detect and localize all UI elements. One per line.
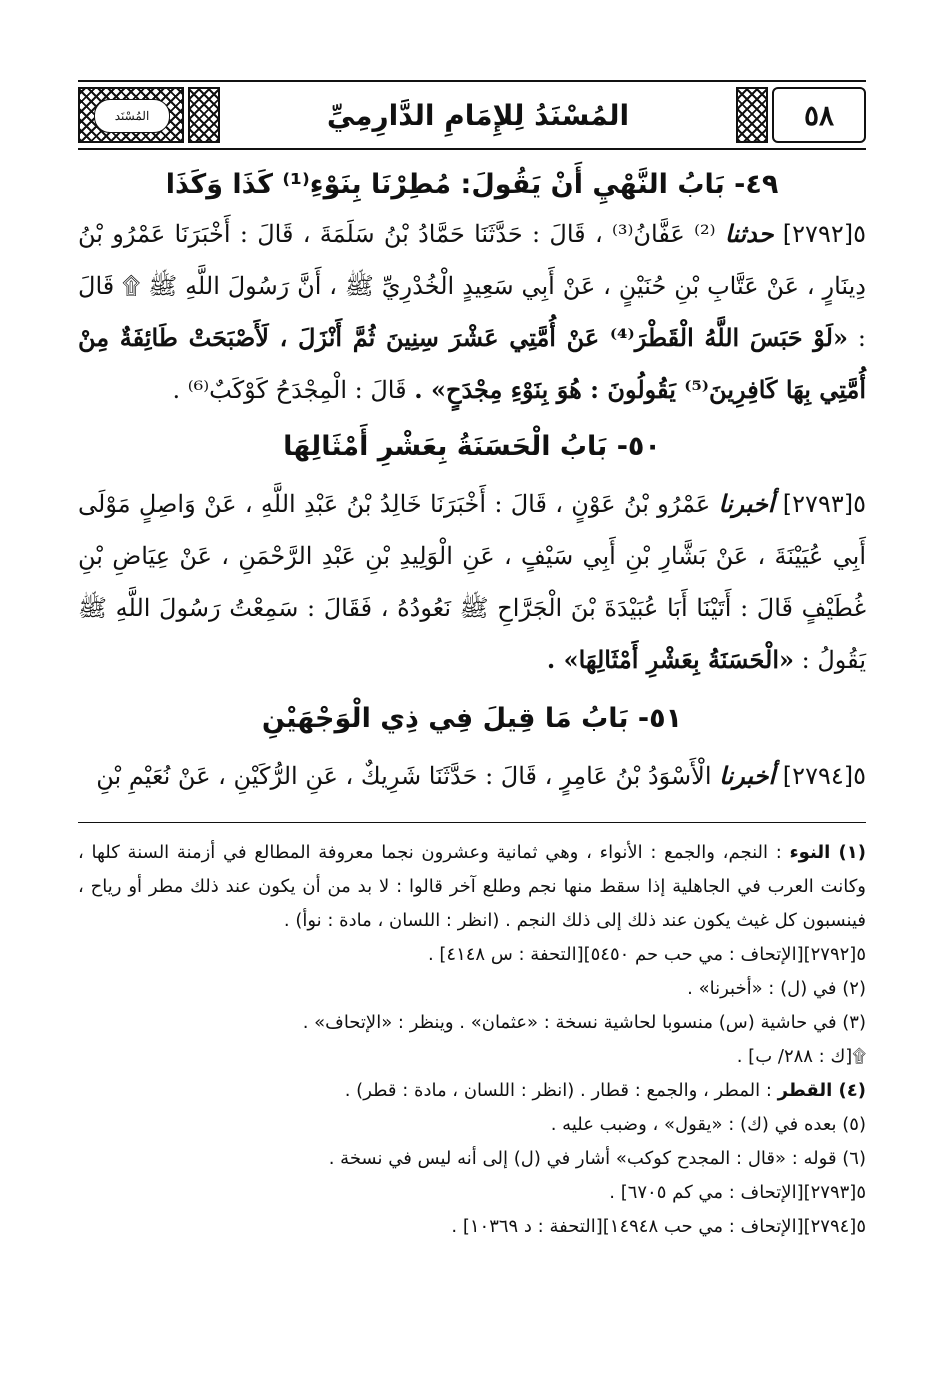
chain-word: أخبرنا: [719, 761, 776, 790]
chain-word: أخبرنا: [718, 489, 775, 518]
footnote-divider: [78, 822, 866, 823]
title-seal: المُسْنَد: [94, 99, 170, 133]
footnote-3: (٣) في حاشية (س) منسوبا لحاشية نسخة : «عثمان» . وينظر : «الإتحاف» .: [302, 1012, 866, 1033]
hadith-number: ٥[٢٧٩٢]: [782, 220, 866, 248]
header-ornament-left: [78, 87, 224, 143]
hadith-comment: قَالَ : الْمِجْدَحُ كَوْكَبٌ⁽⁶⁾ .: [172, 376, 407, 404]
ornament-panel: [78, 87, 184, 143]
header-ornament-right: [732, 87, 866, 143]
hadith-matn: «لَوْ حَبَسَ اللَّهُ الْقَطْرَ⁽⁴⁾ عَنْ أُمَّتِي عَشْرَ سِنِينَ ثُمَّ أَنْزَلَ ، لَأَصْبَحَتْ طَائِفَةٌ مِنْ أُمَّتِي بِهَا كَافِرِينَ⁽⁵⁾ يَقُولُونَ : هُوَ بِنَوْءِ مِجْدَحٍ» .: [78, 323, 866, 404]
page-number: ٥٨: [772, 87, 866, 143]
chapter-heading: ٤٩- بَابُ النَّهْيِ أَنْ يَقُولَ: مُطِرْنَا بِنَوْءِ⁽¹⁾ كَذَا وَكَذَا: [165, 169, 779, 200]
footnote-2: (٢) في (ل) : «أخبرنا» .: [687, 978, 866, 999]
chain-word: حدثنا: [724, 219, 774, 248]
hadith-number: ٥[٢٧٩٣]: [782, 490, 866, 518]
footnote-text: : المطر ، والجمع : قطار . (انظر : اللسان ، مادة : قطر) .: [344, 1080, 772, 1101]
ornament-panel: [188, 87, 220, 143]
reference-2792: ٥[٢٧٩٢][الإتحاف : مي حب حم ٥٤٥٠][التحفة : س ٤١٤٨] .: [427, 944, 866, 965]
running-title: المُسْنَدُ لِلإِمَامِ الدَّارِمِيِّ: [326, 98, 630, 132]
footnote-4: [78, 1074, 866, 1108]
hadith-number: ٥[٢٧٩٤]: [782, 762, 866, 790]
footnote-text: : النجم، والجمع : الأنواء ، وهي ثمانية وعشرون نجما معروفة المطالع في أزمنة السنة كلها ، وكانت العرب في الجاهلية إذا سقط منها نجم وطلع آخر قالوا : لا بد من أن يكون عند ذلك مطر أو رياح ، فينسبون كل غيث يكون عند ذلك إلى ذلك النجم . (انظر : اللسان ، مادة : نوأ) .: [78, 842, 866, 931]
main-text: [78, 162, 866, 802]
reference-2793: ٥[٢٧٩٣][الإتحاف : مي كم ٦٧٠٥] .: [609, 1182, 866, 1203]
chapter-heading: ٥٠- بَابُ الْحَسَنَةُ بِعَشْرِ أَمْثَالِهَا: [283, 431, 661, 462]
hadith-2793: [78, 478, 866, 686]
footnote-term: (٤) القطر: [777, 1080, 866, 1101]
footnotes: [78, 836, 866, 1244]
hadith-isnad: عَمْرُو بْنُ عَوْنٍ ، قَالَ : أَخْبَرَنَا خَالِدُ بْنُ عَبْدِ اللَّهِ ، عَنْ وَاصِلٍ مَوْلَى أَبِي عُيَيْنَةَ ، عَنْ بَشَّارِ بْنِ أَبِي سَيْفٍ ، عَنِ الْوَلِيدِ بْنِ عَبْدِ الرَّحْمَنِ ، عَنْ عِيَاضِ بْنِ غُطَيْفٍ قَالَ : أَتَيْنَا أَبَا عُبَيْدَةَ بْنَ الْجَرَّاحِ ﷺ نَعُودُهُ ، فَقَالَ : سَمِعْتُ رَسُولَ اللَّهِ ﷺ يَقُولُ :: [78, 490, 866, 674]
reference-2794: ٥[٢٧٩٤][الإتحاف : مي حب ١٤٩٤٨][التحفة : د ١٠٣٦٩] .: [451, 1216, 866, 1237]
hadith-isnad: ⁽²⁾ عَفَّانُ⁽³⁾ ، قَالَ : حَدَّثَنَا حَمَّادُ بْنُ سَلَمَةَ ، قَالَ : أَخْبَرَنَا عَمْرُو بْنُ دِينَارٍ ، عَنْ عَتَّابِ بْنِ حُنَيْنٍ ، عَنْ أَبِي سَعِيدٍ الْخُدْرِيِّ ﷺ ، أَنَّ رَسُولَ اللَّهِ ﷺ ۩ قَالَ :: [78, 220, 866, 352]
page-header: [78, 80, 866, 150]
footnote-6: (٦) قوله : «قال : المجدح كوكب» أشار في (ل) إلى أنه ليس في نسخة .: [328, 1148, 866, 1169]
hadith-2794: [78, 750, 866, 802]
manuscript-marker: ۩[ك : ٢٨٨/ ب] .: [736, 1046, 866, 1067]
hadith-matn: «الْحَسَنَةُ بِعَشْرِ أَمْثَالِهَا» .: [546, 645, 794, 674]
hadith-2792: [78, 208, 866, 416]
footnote-5: (٥) بعده في (ك) : «يقول» ، وضبب عليه .: [550, 1114, 866, 1135]
footnote-term: (١) النوء: [789, 842, 866, 863]
footnote-1: [78, 836, 866, 938]
chapter-heading: ٥١- بَابُ مَا قِيلَ فِي ذِي الْوَجْهَيْنِ: [261, 703, 683, 734]
hadith-isnad: الْأَسْوَدُ بْنُ عَامِرٍ ، قَالَ : حَدَّثَنَا شَرِيكٌ ، عَنِ الرُّكَيْنِ ، عَنْ نُعَيْمِ بْنِ: [96, 762, 712, 790]
ornament-panel: [736, 87, 768, 143]
